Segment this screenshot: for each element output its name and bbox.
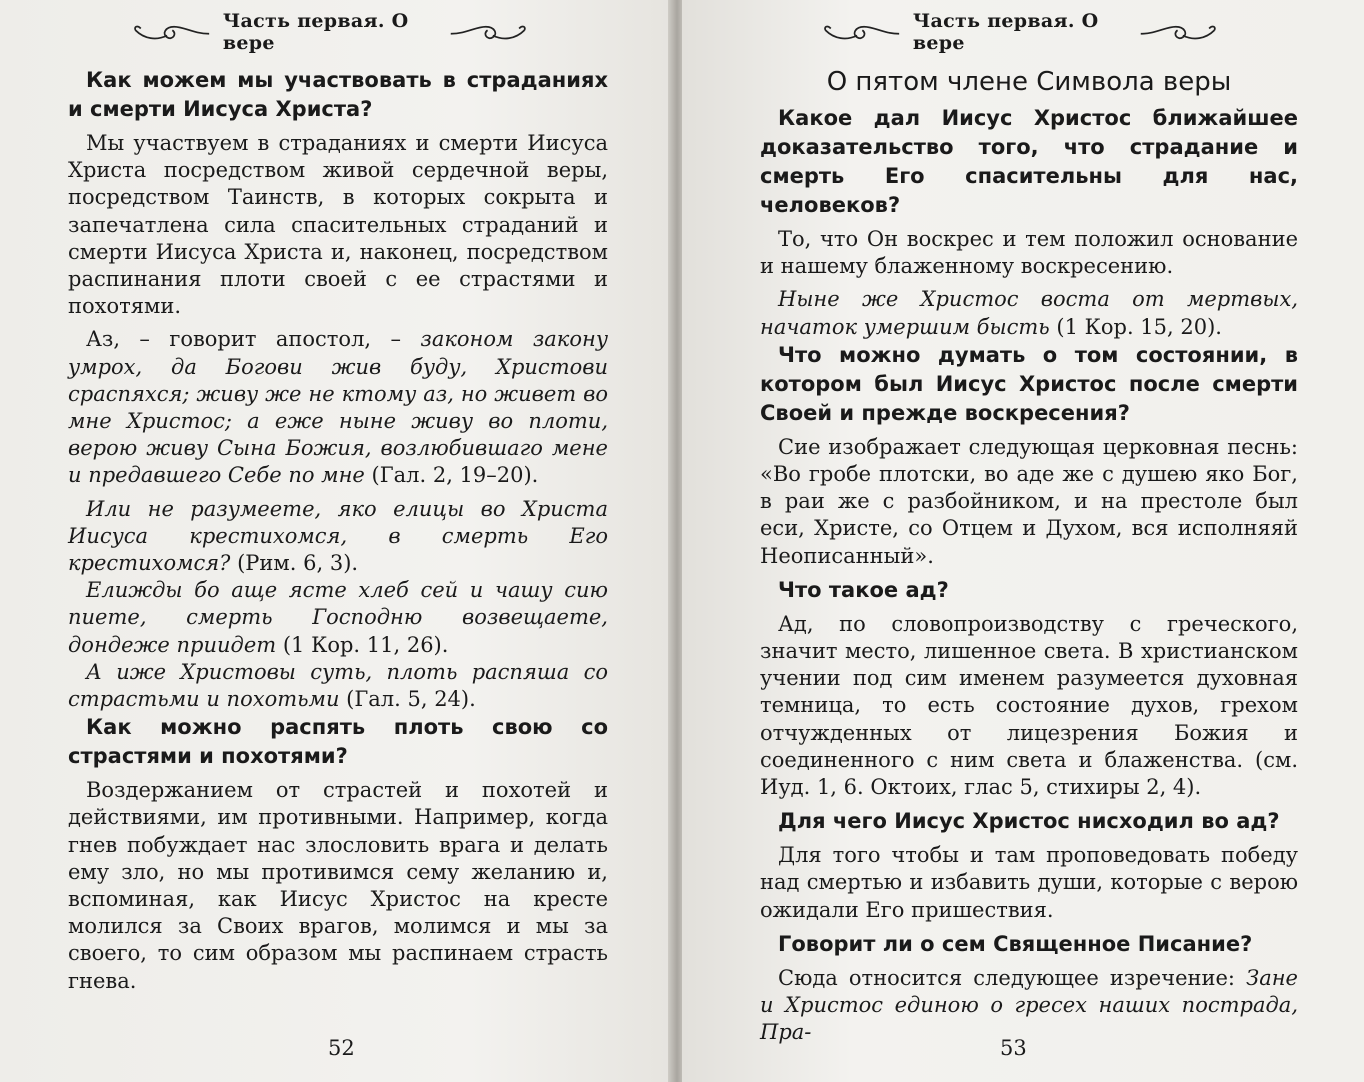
- section-title: О пятом члене Символа веры: [826, 67, 1232, 97]
- question-heading: Как можем мы участвовать в страданиях и смерти Иисуса Христа?: [68, 68, 608, 121]
- running-header: [120, 12, 540, 52]
- left-page-content: [68, 66, 608, 995]
- running-header: [810, 12, 1230, 52]
- answer-paragraph: Ад, по словопроизводству с греческого, значит место, лишенное света. В христианском учении под сим именем разумеется духовная темница, то есть состояние духов, грехом отчужденных от лицезрения Божия и соединенного с ним света и блаженства. (см. Иуд. 1, 6. Октоих, глас 5, стихиры 2, 4).: [760, 611, 1298, 800]
- question-heading: Говорит ли о сем Священное Писание?: [778, 931, 1253, 956]
- scripture-quote: Ныне же Христос воста от мертвых, начаток умершим бысть (1 Кор. 15, 20).: [760, 287, 1298, 339]
- left-page: [0, 0, 672, 1082]
- answer-paragraph: Сюда относится следующее изречение: Зане и Христос единою о гресех наших пострада, Пра-: [760, 965, 1298, 1045]
- question-heading: Как можно распять плоть свою со страстями и похотями?: [68, 715, 608, 769]
- scripture-quote: Или не разумеете, яко елицы во Христа Иисуса крестихомся, в смерть Его крестихомся? (Рим. 6, 3).: [68, 496, 608, 576]
- right-page: [682, 0, 1364, 1082]
- answer-paragraph: Сие изображает следующая церковная песнь: «Во гробе плотски, во аде же с душею яко Бог, в раи же с разбойником, и на престоле был еси, Христе, со Отцем и Духом, вся исполняяй Неописанный».: [760, 434, 1298, 568]
- question-heading: Для чего Иисус Христос нисходил во ад?: [778, 809, 1280, 834]
- right-page-content: [760, 66, 1298, 1046]
- right-flourish-icon: [449, 18, 528, 46]
- page-number: 52: [328, 1036, 355, 1060]
- question-heading: Какое дал Иисус Христос ближайшее доказательство того, что страдание и смерть Его спасительны для нас, человеков?: [760, 106, 1298, 217]
- header-title: Часть первая. О вере: [222, 10, 409, 54]
- right-flourish-icon: [1139, 18, 1218, 46]
- header-title: Часть первая. О вере: [912, 10, 1099, 54]
- left-flourish-icon: [822, 18, 901, 46]
- scripture-quote: А иже Христовы суть, плоть распяша со страстьми и похотьми (Гал. 5, 24).: [68, 659, 608, 712]
- scripture-quote: Аз, – говорит апостол, – законом закону умрох, да Богови жив буду, Христови сраспяхся; живу же не ктому аз, но живет во мне Христос; а еже ныне живу во плоти, верою живу Сына Божия, возлюбившаго мене и предавшего Себе по мне (Гал. 2, 19–20).: [68, 327, 609, 488]
- answer-paragraph: Для того чтобы и там проповедовать победу над смертью и избавить души, которые с верою ожидали Его пришествия.: [760, 843, 1298, 922]
- question-heading: Что можно думать о том состоянии, в котором был Иисус Христос после смерти Своей и прежде воскресения?: [760, 342, 1298, 425]
- answer-paragraph: Воздержанием от страстей и похотей и действиями, им противными. Например, когда гнев побуждает нас злословить врага и делать ему зло, но мы противимся сему желанию и, вспоминая, как Иисус Христос на кресте молился за Своих врагов, молимся и мы за своего, то сим образом мы распинаем страсть гнева.: [68, 778, 608, 993]
- scripture-quote: Елижды бо аще ясте хлеб сей и чашу сию пиете, смерть Господню возвещаете, дондеже приидет (1 Кор. 11, 26).: [68, 578, 608, 657]
- answer-paragraph: Мы участвуем в страданиях и смерти Иисуса Христа посредством живой сердечной веры, посредством Таинств, в которых сокрыта и запечатлена сила спасительных страданий и смерти Иисуса Христа и, наконец, посредством распинания плоти своей с ее страстями и похотями.: [68, 131, 608, 319]
- answer-paragraph: То, что Он воскрес и тем положил основание и нашему блаженному воскресению.: [760, 227, 1298, 279]
- page-number: 53: [1000, 1036, 1027, 1060]
- left-flourish-icon: [132, 18, 211, 46]
- question-heading: Что такое ад?: [778, 577, 949, 602]
